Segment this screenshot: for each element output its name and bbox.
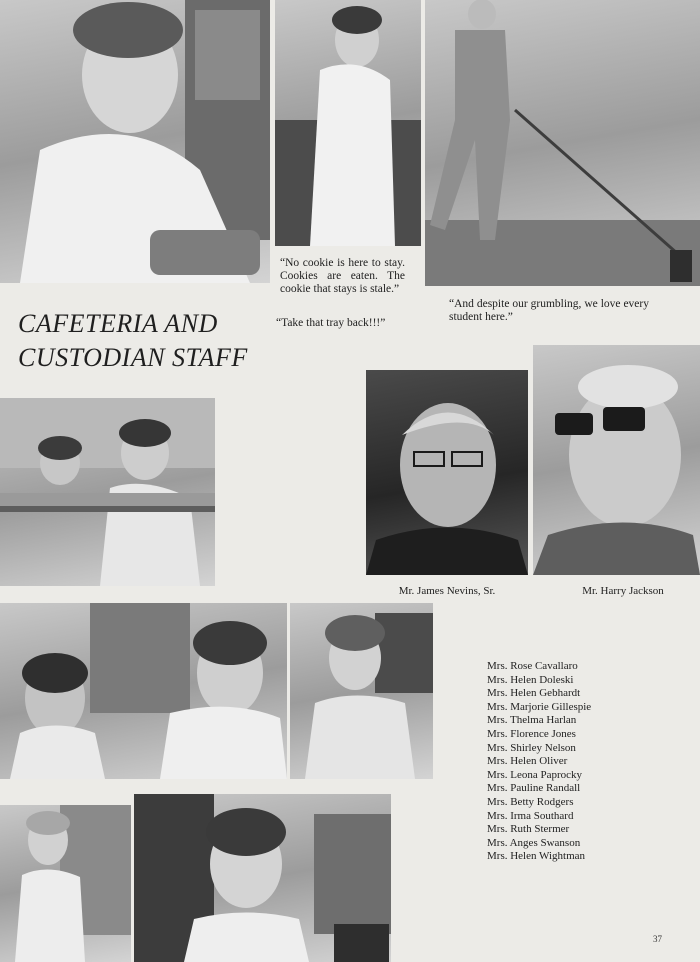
page-number: 37 (653, 934, 662, 944)
list-item: Mrs. Helen Doleski (487, 673, 574, 686)
photo-kitchen-woman-apron (290, 603, 433, 779)
list-item: Mrs. Ruth Stermer (487, 823, 570, 836)
portrait-label-james-nevins: Mr. James Nevins, Sr. (398, 585, 496, 597)
photo-custodian-sweeping (425, 0, 700, 286)
list-item: Mrs. Anges Swanson (487, 836, 581, 849)
portrait-james-nevins (366, 370, 528, 575)
staff-name-list (487, 660, 591, 864)
caption-tray-quote: “Take that tray back!!!” (276, 317, 386, 329)
portrait-label-harry-jackson: Mr. Harry Jackson (582, 585, 664, 597)
list-item: Mrs. Thelma Harlan (487, 714, 577, 727)
title-line-2: CUSTODIAN STAFF (18, 343, 248, 372)
photo-dishwasher-cook (275, 0, 421, 246)
list-item: Mrs. Shirley Nelson (487, 741, 576, 754)
caption-cookie-quote: “No cookie is here to stay. Cookies are eaten. The cookie that stays is stale.” (280, 257, 405, 295)
list-item: Mrs. Irma Southard (487, 809, 574, 822)
list-item: Mrs. Marjorie Gillespie (487, 700, 592, 713)
photo-smiling-cook (0, 0, 270, 283)
title-line-1: CAFETERIA AND (18, 309, 218, 338)
list-item: Mrs. Pauline Randall (487, 782, 581, 795)
list-item: Mrs. Leona Paprocky (487, 768, 583, 781)
photo-serving-line (0, 398, 215, 586)
list-item: Mrs. Helen Wightman (487, 850, 586, 863)
list-item: Mrs. Florence Jones (487, 727, 576, 740)
portrait-harry-jackson (533, 345, 700, 575)
photo-cafeteria-woman-line (134, 794, 391, 962)
page-title (18, 307, 288, 375)
photo-kitchen-two-women (0, 603, 287, 779)
caption-grumbling-quote: “And despite our grumbling, we love every student here.” (449, 298, 649, 323)
list-item: Mrs. Helen Gebhardt (487, 687, 581, 700)
list-item: Mrs. Rose Cavallaro (487, 660, 578, 672)
list-item: Mrs. Helen Oliver (487, 755, 568, 768)
list-item: Mrs. Betty Rodgers (487, 795, 574, 808)
photo-kitchen-woman-glasses (0, 805, 131, 962)
